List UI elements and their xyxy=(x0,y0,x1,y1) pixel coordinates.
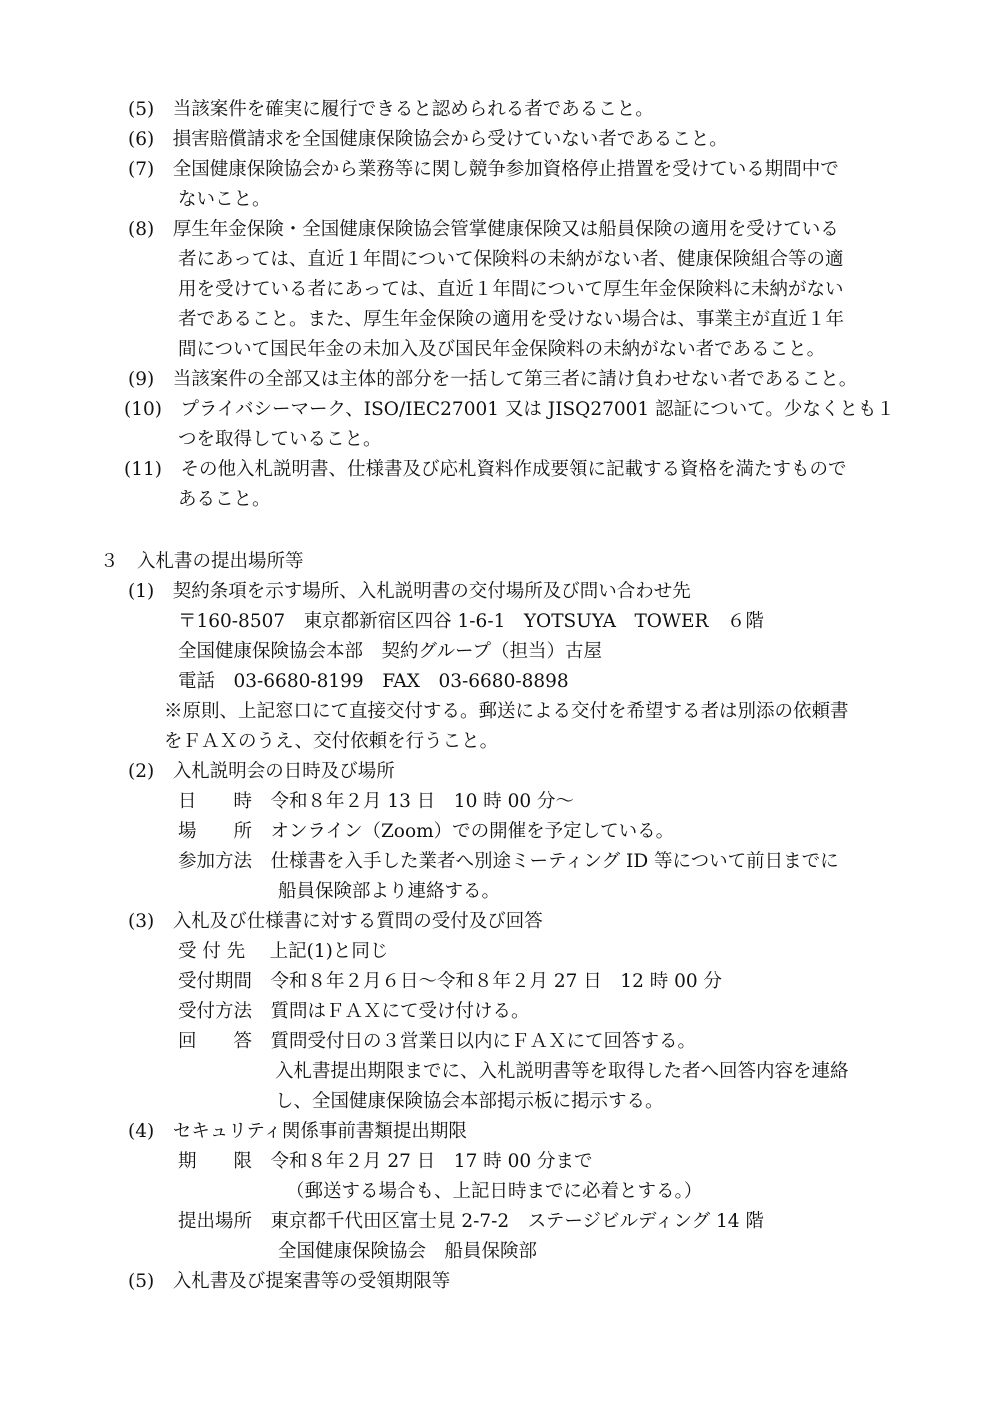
text-line: あること。 xyxy=(178,489,271,510)
text-line: 期 限 令和８年２月 27 日 17 時 00 分まで xyxy=(178,1151,593,1172)
text-line: 用を受けている者にあっては、直近１年間について厚生年金保険料に未納がない xyxy=(178,279,844,300)
text-line: (7) 全国健康保険協会から業務等に関し競争参加資格停止措置を受けている期間中で xyxy=(128,159,839,180)
text-line: 〒160-8507 東京都新宿区四谷 1-6-1 YOTSUYA TOWER ６階 xyxy=(178,611,764,632)
text-line: 回 答 質問受付日の３営業日以内にＦＡＸにて回答する。 xyxy=(178,1031,697,1052)
text-line: (5) 入札書及び提案書等の受領期限等 xyxy=(128,1271,451,1292)
text-line: (6) 損害賠償請求を全国健康保険協会から受けていない者であること。 xyxy=(128,129,728,150)
text-line: し、全国健康保険協会本部掲示板に掲示する。 xyxy=(275,1091,664,1112)
text-line: 場 所 オンライン（Zoom）での開催を予定している。 xyxy=(178,821,675,842)
text-line: (2) 入札説明会の日時及び場所 xyxy=(128,761,395,782)
text-line: 者にあっては、直近１年間について保険料の未納がない者、健康保険組合等の適 xyxy=(178,249,844,270)
text-line: 船員保険部より連絡する。 xyxy=(278,881,501,902)
text-line: 日 時 令和８年２月 13 日 10 時 00 分～ xyxy=(178,791,575,812)
text-line: 受付期間 令和８年２月６日～令和８年２月 27 日 12 時 00 分 xyxy=(178,971,723,992)
text-line: をＦＡＸのうえ、交付依頼を行うこと。 xyxy=(164,731,499,752)
text-line: 参加方法 仕様書を入手した業者へ別途ミーティング ID 等について前日までに xyxy=(178,851,839,872)
text-line: (9) 当該案件の全部又は主体的部分を一括して第三者に請け負わせない者であること。 xyxy=(128,369,858,390)
text-line: ※原則、上記窓口にて直接交付する。郵送による交付を希望する者は別添の依頼書 xyxy=(164,701,849,722)
text-line: (11) その他入札説明書、仕様書及び応札資料作成要領に記載する資格を満たすもので xyxy=(124,459,847,480)
text-line: 入札書提出期限までに、入札説明書等を取得した者へ回答内容を連絡 xyxy=(275,1061,849,1082)
text-line: (5) 当該案件を確実に履行できると認められる者であること。 xyxy=(128,99,654,120)
text-line: 全国健康保険協会 船員保険部 xyxy=(278,1241,538,1262)
text-line: 間について国民年金の未加入及び国民年金保険料の未納がない者であること。 xyxy=(178,339,826,360)
text-line: 者であること。また、厚生年金保険の適用を受けない場合は、事業主が直近１年 xyxy=(178,309,845,330)
text-line: (10) プライバシーマーク、ISO/IEC27001 又は JISQ27001 認証について。少なくとも１ xyxy=(124,399,895,420)
text-line: (1) 契約条項を示す場所、入札説明書の交付場所及び問い合わせ先 xyxy=(128,581,691,602)
text-line: ないこと。 xyxy=(178,189,271,210)
text-line: (8) 厚生年金保険・全国健康保険協会管掌健康保険又は船員保険の適用を受けている xyxy=(128,219,839,240)
text-line: 全国健康保険協会本部 契約グループ（担当）古屋 xyxy=(178,641,603,662)
text-line: つを取得していること。 xyxy=(178,429,382,450)
text-line: (4) セキュリティ関係事前書類提出期限 xyxy=(128,1121,467,1142)
text-line: 提出場所 東京都千代田区富士見 2-7-2 ステージビルディング 14 階 xyxy=(178,1211,764,1232)
text-line: （郵送する場合も、上記日時までに必着とする。） xyxy=(286,1181,703,1202)
text-line: 受付方法 質問はＦＡＸにて受け付ける。 xyxy=(178,1001,530,1022)
text-line: 受 付 先 上記(1)と同じ xyxy=(178,941,389,962)
text-line: (3) 入札及び仕様書に対する質問の受付及び回答 xyxy=(128,911,543,932)
section-heading: ３ 入札書の提出場所等 xyxy=(100,551,304,572)
text-line: 電話 03-6680-8199 FAX 03-6680-8898 xyxy=(178,671,569,692)
